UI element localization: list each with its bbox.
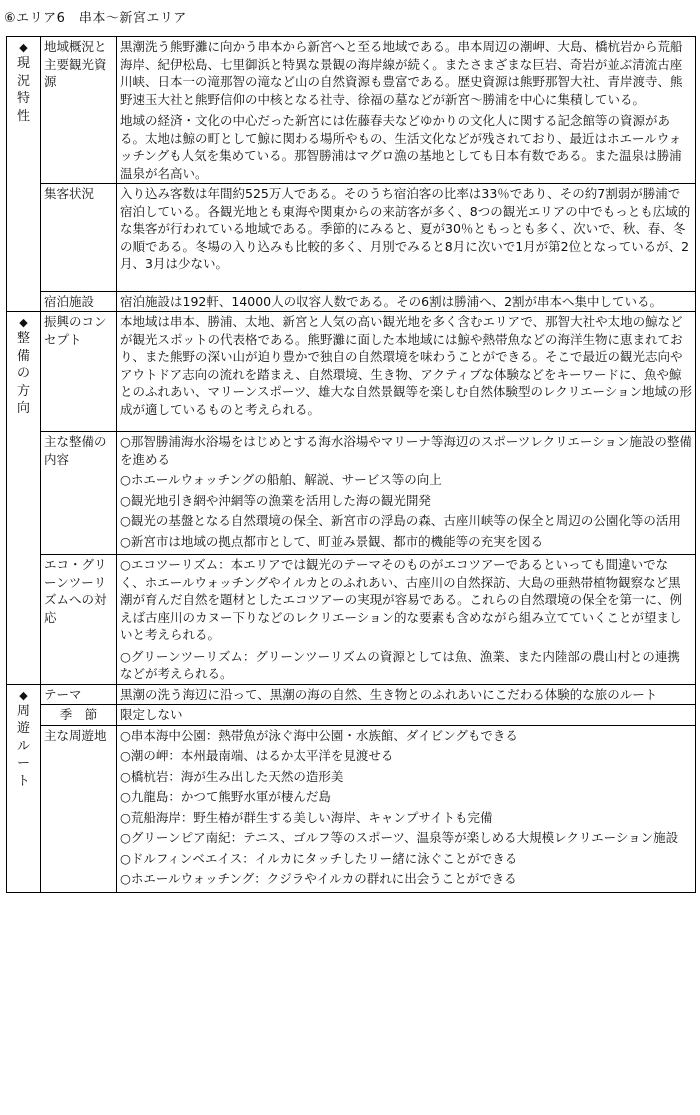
- row-content-overview: 黒潮洗う熊野灘に向かう串本から新宮へと至る地域である。串本周辺の潮岬、大島、橋杭岩から荒船海岸、紀伊松島、七里御浜と特異な景観の海岸線が続く。またさまざまな巨岩、奇岩が並ぶ清流古座川峡、日本一の滝那智の滝など山の自然資源も豊富である。歴史資源は熊野那智大社、青岸渡寺、熊野速玉大社と熊野信仰の中核となる社寺、徐福の墓などが新宮～勝浦を中心に集積している。 地域の経済・文化の中心だった新宮には佐藤春夫などゆかりの文化人に関する記念館等の資源がある。太地は鯨の町として鯨に関わる場所やもの、生活文化などが残されており、最近はホエールウォッチングも人気を集めている。那智勝浦はマグロ漁の基地としても日本有数である。また温泉は勝浦温泉が名高い。: [117, 37, 696, 184]
- table-row: [7, 184, 696, 292]
- diamond-bullet-icon: ◆: [19, 688, 28, 702]
- row-label-overview: 地域概況と主要観光資源: [41, 37, 117, 184]
- row-content-theme: 黒潮の洗う海辺に沿って、黒潮の海の自然、生き物とのふれあいにこだわる体験的な旅のルート: [117, 684, 696, 705]
- list-item: ○ドルフィンベエイス：イルカにタッチしたリー緒に泳ぐことができる: [120, 850, 518, 866]
- section-genkyo: ◆ 現 況 特 性: [7, 37, 41, 312]
- row-content-spots: [117, 725, 696, 892]
- table-row: [7, 312, 696, 432]
- row-label-theme: テーマ: [41, 684, 117, 705]
- list-item: ○観光地引き網や沖網等の漁業を活用した海の観光開発: [120, 492, 431, 508]
- list-item: ○新宮市は地域の拠点都市として、町並み景観、都市的機能等の充実を図る: [120, 533, 544, 549]
- row-label-visitors: 集客状況: [41, 184, 117, 292]
- list-item: ○観光の基盤となる自然環境の保全、新宮市の浮島の森、古座川峡等の保全と周辺の公園化等の活用: [120, 513, 681, 528]
- diamond-bullet-icon: ◆: [19, 41, 28, 54]
- row-content-eco-green: ○エコツーリズム：本エリアでは観光のテーマそのものがエコツアーであるといっても間違いでなく、ホエールウォッチングやイルカとのふれあい、古座川の自然探訪、大島の亜熱帯植物観察など黒潮が育んだ自然を題材としたエコツアーの実現が容易である。これらの自然環境の保全を第一に、例えば古座川のカヌー下りなどのレクリエーション的な要素も含めながら組み立てていくことが望ましいと考えられる。 ○グリーンツーリズム：グリーンツーリズムの資源としては魚、漁業、また内陸部の農山村との連携などが考えられる。: [117, 555, 696, 685]
- row-label-development: 主な整備の内容: [41, 432, 117, 555]
- diamond-bullet-icon: ◆: [19, 316, 28, 329]
- row-content-lodging: 宿泊施設は192軒、14000人の収容人数である。その6割は勝浦へ、2割が串本へ集中している。: [117, 291, 696, 312]
- list-item: ○ホエールウォッチングの船舶、解説、サービス等の向上: [120, 472, 442, 487]
- list-item: ○ホエールウォッチング：クジラやイルカの群れに出会うことができる: [120, 871, 517, 886]
- table-row: [7, 684, 696, 705]
- row-label-lodging: 宿泊施設: [41, 291, 117, 312]
- row-content-visitors: 入り込み客数は年間約525万人である。そのうち宿泊客の比率は33％であり、その約7割弱が勝浦で宿泊している。各観光地とも東海や関東からの来訪客が多く、8つの観光エリアの中でもっとも広域的な集客が行われている地域である。季節的にみると、夏が30％ともっとも多く、次いで、秋、春、冬の順である。冬場の入り込みも比較的多く、月別でみると8月に次いで1月が第2位となっているが、2月、3月は少ない。: [117, 184, 696, 292]
- row-label-spots: 主な周遊地: [41, 725, 117, 892]
- row-label-eco-green: エコ・グリーンツーリズムへの対応: [41, 555, 117, 685]
- row-content-season: 限定しない: [117, 705, 696, 726]
- table-row: [7, 555, 696, 685]
- list-item: ○九龍島：かつて熊野水軍が棲んだ島: [120, 789, 331, 804]
- row-content-development: [117, 432, 696, 555]
- list-item: ○橋杭岩：海が生み出した天然の造形美: [120, 768, 344, 784]
- section-seibi: ◆ 整 備 の 方 向: [7, 312, 41, 685]
- list-item: ○潮の岬：本州最南端、はるか太平洋を見渡せる: [120, 748, 394, 763]
- list-item: ○串本海中公園：熱帯魚が泳ぐ海中公園・水族館、ダイビングもできる: [120, 727, 518, 743]
- section-shuyu: ◆ 周 遊 ル ー ト: [7, 684, 41, 892]
- table-row: [7, 725, 696, 892]
- list-item: ○グリーンピア南紀：テニス、ゴルフ等のスポーツ、温泉等が楽しめる大規模レクリエーション施設: [120, 830, 679, 845]
- table-row: [7, 705, 696, 726]
- area-info-table: [6, 36, 696, 893]
- list-item: ○荒船海岸：野生椿が群生する美しい海岸、キャンプサイトも完備: [120, 809, 493, 825]
- row-label-concept: 振興のコンセプト: [41, 312, 117, 432]
- table-row: [7, 291, 696, 312]
- row-label-season: 季 節: [41, 705, 117, 726]
- row-content-concept: 本地域は串本、勝浦、太地、新宮と人気の高い観光地を多く含むエリアで、那智大社や太地の鯨などが観光スポットの代表格である。熊野灘に面した本地域には鯨や熱帯魚などの海洋生物に恵まれており、また熊野の深い山が迫り豊かで独自の自然環境を味わうことができる。そこで最近の観光志向やアウトドア志向の流れを踏まえ、自然環境、生き物、アクティブな体験などをキーワードに、魚や鯨とのふれあい、マリーンスポーツ、雄大な自然景観等を楽しむ自然体験型のレクリエーション地域の形成が適しているものと考えられる。: [117, 312, 696, 432]
- table-row: [7, 432, 696, 555]
- list-item: ○那智勝浦海水浴場をはじめとする海水浴場やマリーナ等海辺のスポーツレクリエーション施設の整備を進める: [120, 434, 692, 467]
- page-title: ⑥エリア6 串本～新宮エリア: [4, 11, 187, 26]
- table-row: [7, 37, 696, 184]
